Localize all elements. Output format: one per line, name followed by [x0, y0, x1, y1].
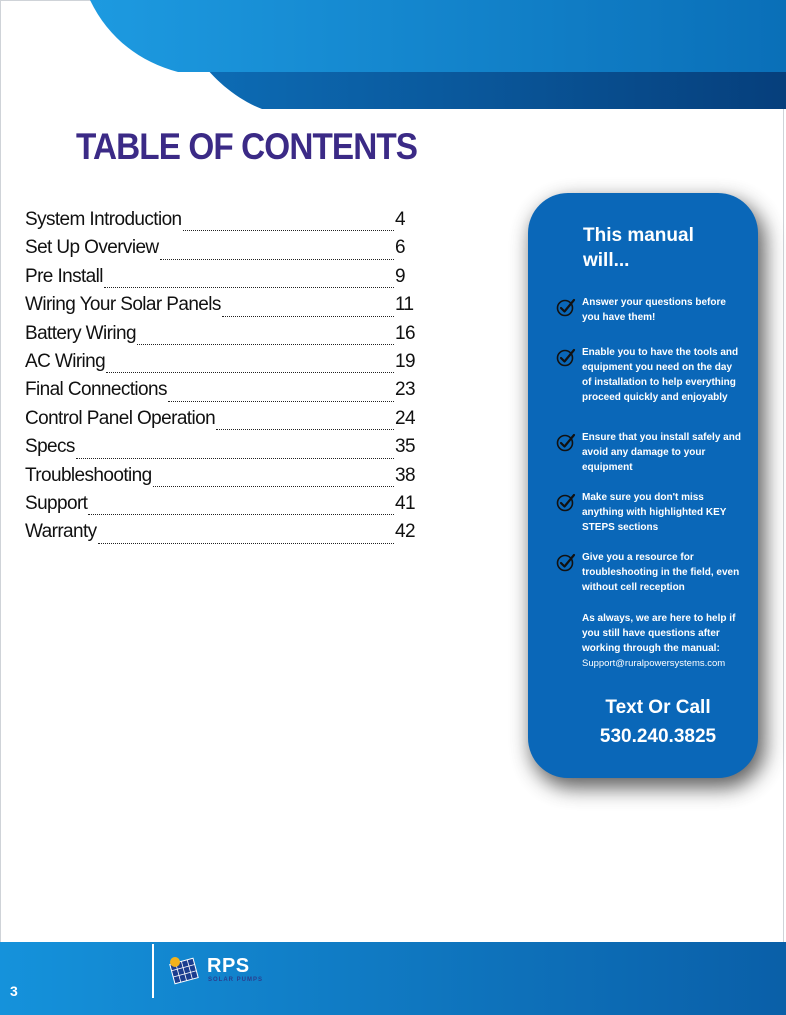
toc-entry-page: 23: [395, 379, 415, 401]
checkmark-circle-icon: [556, 297, 576, 317]
benefit-text: Ensure that you install safely and avoid any damage to your equipment: [582, 432, 741, 473]
dot-leader: [88, 514, 394, 515]
toc-entry-label: Battery Wiring: [25, 322, 136, 344]
benefit-text: Give you a resource for troubleshooting in the field, even without cell reception: [582, 552, 740, 593]
info-card: [528, 193, 758, 778]
toc-entry-label: Pre Install: [25, 265, 103, 287]
support-email-link[interactable]: Support@ruralpowersystems.com: [582, 658, 726, 669]
toc-entry[interactable]: [25, 351, 415, 379]
cta-phone-number[interactable]: 530.240.3825: [599, 726, 717, 747]
toc-entry-page: 41: [395, 492, 415, 514]
footer-band-graphic: [0, 942, 786, 1015]
dot-leader: [98, 543, 394, 544]
toc-entry-label: Specs: [25, 436, 75, 458]
toc-entry[interactable]: [25, 493, 415, 521]
dot-leader: [168, 401, 394, 402]
benefit-text: Answer your questions before you have them!: [582, 297, 726, 323]
toc-entry-label: Support: [25, 492, 88, 514]
dot-leader: [104, 287, 394, 288]
table-of-contents: [25, 209, 415, 550]
dot-leader: [222, 316, 394, 317]
dot-leader: [216, 429, 394, 430]
toc-entry[interactable]: [25, 323, 415, 351]
dot-leader: [183, 230, 394, 231]
dot-leader: [160, 259, 394, 260]
header-wave-graphic: [0, 0, 786, 115]
toc-entry-page: 16: [395, 322, 415, 344]
toc-entry-label: System Introduction: [25, 209, 182, 230]
card-title: This manual will...: [583, 225, 694, 271]
toc-entry[interactable]: [25, 237, 415, 265]
cta-label: Text Or Call: [605, 697, 711, 718]
dot-leader: [106, 372, 394, 373]
benefit-text: Make sure you don't miss anything with highlighted KEY STEPS sections: [582, 492, 727, 533]
dot-leader: [137, 344, 394, 345]
benefit-text: Enable you to have the tools and equipment you need on the day of installation to help everything proceed quickly and enjoyably: [582, 347, 739, 403]
logo-subtitle: SOLAR PUMPS: [208, 977, 264, 983]
toc-entry[interactable]: [25, 408, 415, 436]
toc-entry-page: 6: [395, 237, 405, 259]
toc-entry-label: Wiring Your Solar Panels: [25, 294, 221, 316]
page-number: 3: [10, 983, 18, 999]
toc-entry[interactable]: [25, 379, 415, 407]
toc-entry-page: 9: [395, 265, 405, 287]
toc-entry-page: 38: [395, 464, 415, 486]
page-title: TABLE OF CONTENTS: [76, 126, 418, 167]
solar-panel-logo-icon: [166, 953, 202, 989]
toc-entry-page: 42: [395, 521, 415, 543]
toc-entry-page: 4: [395, 209, 405, 230]
toc-entry-label: Final Connections: [25, 379, 167, 401]
toc-entry-label: Set Up Overview: [25, 237, 159, 259]
toc-entry[interactable]: [25, 294, 415, 322]
toc-entry-page: 19: [395, 350, 415, 372]
checkmark-circle-icon: [556, 347, 576, 367]
toc-entry-label: Warranty: [25, 521, 97, 543]
footer-divider: [152, 944, 154, 998]
dot-leader: [153, 486, 394, 487]
checkmark-circle-icon: [556, 552, 576, 572]
toc-entry-label: Troubleshooting: [25, 464, 152, 486]
toc-entry[interactable]: [25, 465, 415, 493]
logo-text: RPS: [207, 955, 250, 977]
support-note-text: As always, we are here to help if you still have questions after working through the manual:: [582, 613, 736, 654]
support-note: [582, 611, 742, 671]
toc-entry-label: Control Panel Operation: [25, 407, 216, 429]
toc-entry-page: 24: [395, 407, 415, 429]
toc-entry-page: 35: [395, 436, 415, 458]
toc-entry[interactable]: [25, 521, 415, 549]
dot-leader: [76, 458, 394, 459]
toc-entry-page: 11: [395, 294, 414, 316]
toc-entry[interactable]: [25, 209, 415, 237]
toc-entry[interactable]: [25, 436, 415, 464]
checkmark-circle-icon: [556, 432, 576, 452]
toc-entry-label: AC Wiring: [25, 350, 106, 372]
checkmark-circle-icon: [556, 492, 576, 512]
toc-entry[interactable]: [25, 266, 415, 294]
